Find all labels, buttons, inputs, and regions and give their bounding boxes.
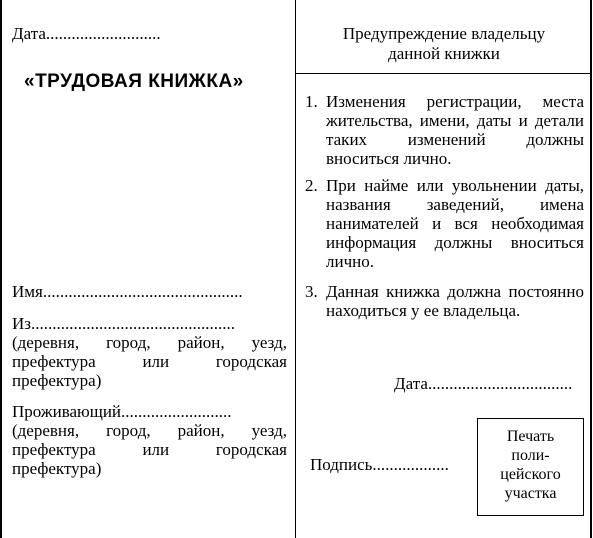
stamp-line-1: Печать (506, 428, 555, 445)
item-2-number: 2. (305, 176, 318, 195)
item-3-number: 3. (305, 282, 318, 301)
header-divider (296, 73, 592, 74)
stamp-line-3: цейского (500, 466, 561, 483)
stamp-line-4: участка (504, 485, 557, 502)
from-note: (деревня, город, район, уезд, префектура или городская префектура) (12, 333, 287, 390)
item-3-text: Данная книжка должна постоянно находиться у ее владельца. (326, 282, 584, 320)
warning-header-line2: данной книжки (388, 44, 500, 63)
center-divider (295, 0, 296, 538)
document-title: «ТРУДОВАЯ КНИЖКА» (24, 71, 244, 92)
name-field: Имя............................................... (12, 282, 243, 301)
left-date-field: Дата........................... (12, 24, 161, 43)
signature-field: Подпись.................. (310, 455, 449, 474)
from-field: Из................................................ (12, 314, 235, 333)
residing-field: Проживающий.......................... (12, 402, 232, 421)
item-1-text: Изменения регистрации, места жительства, имени, даты и детали таких изменений должны вноситься лично. (326, 92, 584, 168)
item-2-text: При найме или увольнении даты, названия заведений, имена нанимателей и вся необходимая информация должны вноситься лично. (326, 176, 584, 271)
warning-header-line1: Предупреждение владельцу (342, 24, 546, 43)
right-date-field: Дата.................................. (394, 374, 573, 393)
residing-note: (деревня, город, район, уезд, префектура или городская префектура) (12, 421, 287, 478)
left-border (0, 0, 2, 538)
item-1-number: 1. (305, 92, 318, 111)
stamp-line-2: поли- (511, 447, 550, 464)
right-border (590, 0, 592, 538)
police-stamp-box (477, 418, 584, 516)
